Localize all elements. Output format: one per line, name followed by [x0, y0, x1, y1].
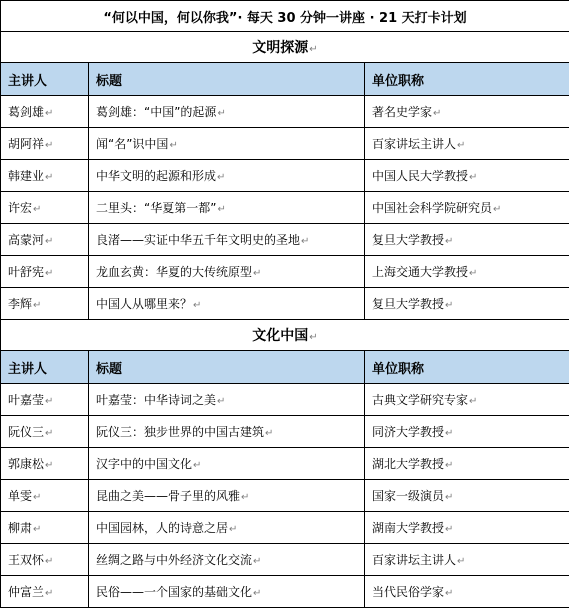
- paragraph-mark-icon: ↵: [445, 300, 453, 311]
- paragraph-mark-icon: ↵: [45, 428, 53, 439]
- speaker-cell-text: 叶嘉莹: [8, 393, 44, 407]
- speaker-cell-text: 高蒙河: [8, 233, 44, 247]
- paragraph-mark-icon: ↵: [217, 204, 225, 215]
- affiliation-cell: [365, 512, 569, 544]
- paragraph-mark-icon: ↵: [45, 108, 53, 119]
- paragraph-mark-icon: ↵: [45, 588, 53, 599]
- affiliation-cell-text: 当代民俗学家: [372, 585, 444, 599]
- table-row: [1, 160, 569, 192]
- header-affiliation: 单位职称: [365, 351, 569, 384]
- affiliation-cell-text: 复旦大学教授: [372, 297, 444, 311]
- affiliation-cell-text: 同济大学教授: [372, 425, 444, 439]
- affiliation-cell: [365, 96, 569, 128]
- paragraph-mark-icon: ↵: [33, 204, 41, 215]
- title-cell-text: 葛剑雄：“中国”的起源: [96, 105, 216, 119]
- table-row: [1, 576, 569, 608]
- title-subtitle: · 每天 30 分钟一讲座 · 21 天打卡计划: [237, 11, 466, 26]
- paragraph-mark-icon: ↵: [469, 396, 477, 407]
- speaker-cell: [1, 384, 89, 416]
- speaker-cell: [1, 256, 89, 288]
- affiliation-cell-text: 百家讲坛主讲人: [372, 137, 456, 151]
- affiliation-cell: [365, 384, 569, 416]
- title-cell: [89, 576, 365, 608]
- title-cell: [89, 224, 365, 256]
- paragraph-mark-icon: ↵: [45, 396, 53, 407]
- title-cell-text: 二里头：“华夏第一都”: [96, 201, 216, 215]
- paragraph-mark-icon: ↵: [309, 332, 317, 343]
- title-cell: [89, 416, 365, 448]
- title-cell: [89, 288, 365, 320]
- title-quote: “何以中国，何以你我”: [103, 11, 237, 26]
- title-cell-text: 汉字中的中国文化: [96, 457, 192, 471]
- document-title: [1, 1, 569, 32]
- affiliation-cell-text: 复旦大学教授: [372, 233, 444, 247]
- paragraph-mark-icon: ↵: [45, 460, 53, 471]
- paragraph-mark-icon: ↵: [217, 396, 225, 407]
- paragraph-mark-icon: ↵: [433, 108, 441, 119]
- title-cell-text: 闻“名”识中国: [96, 137, 168, 151]
- paragraph-mark-icon: ↵: [229, 524, 237, 535]
- section-heading-text: 文化中国: [252, 328, 308, 344]
- title-cell-text: 民俗——一个国家的基础文化: [96, 585, 252, 599]
- paragraph-mark-icon: ↵: [469, 268, 477, 279]
- paragraph-mark-icon: ↵: [253, 556, 261, 567]
- title-cell: [89, 256, 365, 288]
- speaker-cell-text: 胡阿祥: [8, 137, 44, 151]
- speaker-cell-text: 李辉: [8, 297, 32, 311]
- title-cell: [89, 96, 365, 128]
- paragraph-mark-icon: ↵: [217, 172, 225, 183]
- affiliation-cell-text: 中国社会科学院研究员: [372, 201, 492, 215]
- paragraph-mark-icon: ↵: [445, 524, 453, 535]
- title-cell: [89, 384, 365, 416]
- paragraph-mark-icon: ↵: [469, 172, 477, 183]
- speaker-cell: [1, 480, 89, 512]
- affiliation-cell: [365, 480, 569, 512]
- header-speaker: 主讲人: [1, 351, 89, 384]
- paragraph-mark-icon: ↵: [457, 556, 465, 567]
- title-cell-text: 丝绸之路与中外经济文化交流: [96, 553, 252, 567]
- table-row: [1, 448, 569, 480]
- table-row: [1, 192, 569, 224]
- speaker-cell: [1, 416, 89, 448]
- table-row: [1, 256, 569, 288]
- table-row: [1, 480, 569, 512]
- paragraph-mark-icon: ↵: [217, 108, 225, 119]
- affiliation-cell: [365, 544, 569, 576]
- speaker-cell: [1, 192, 89, 224]
- table-row: [1, 288, 569, 320]
- paragraph-mark-icon: ↵: [301, 236, 309, 247]
- paragraph-mark-icon: ↵: [33, 300, 41, 311]
- speaker-cell: [1, 96, 89, 128]
- speaker-cell: [1, 128, 89, 160]
- title-cell-text: 叶嘉莹：中华诗词之美: [96, 393, 216, 407]
- paragraph-mark-icon: ↵: [33, 524, 41, 535]
- speaker-cell: [1, 448, 89, 480]
- paragraph-mark-icon: ↵: [241, 492, 249, 503]
- paragraph-mark-icon: ↵: [445, 428, 453, 439]
- title-cell-text: 中国人从哪里来？: [96, 297, 192, 311]
- header-title: 标题: [89, 351, 365, 384]
- title-cell: [89, 544, 365, 576]
- speaker-cell-text: 王双怀: [8, 553, 44, 567]
- paragraph-mark-icon: ↵: [445, 460, 453, 471]
- affiliation-cell: [365, 288, 569, 320]
- speaker-cell: [1, 544, 89, 576]
- speaker-cell: [1, 160, 89, 192]
- paragraph-mark-icon: ↵: [45, 236, 53, 247]
- speaker-cell-text: 韩建业: [8, 169, 44, 183]
- speaker-cell-text: 单雯: [8, 489, 32, 503]
- paragraph-mark-icon: ↵: [253, 588, 261, 599]
- affiliation-cell-text: 中国人民大学教授: [372, 169, 468, 183]
- column-header-row: [1, 63, 569, 96]
- paragraph-mark-icon: ↵: [45, 140, 53, 151]
- title-cell: [89, 480, 365, 512]
- speaker-cell: [1, 288, 89, 320]
- paragraph-mark-icon: ↵: [445, 588, 453, 599]
- section-heading: [1, 32, 569, 63]
- paragraph-mark-icon: ↵: [193, 460, 201, 471]
- section-heading-text: 文明探源: [252, 40, 308, 56]
- table-row: [1, 128, 569, 160]
- paragraph-mark-icon: ↵: [33, 492, 41, 503]
- speaker-cell-text: 许宏: [8, 201, 32, 215]
- column-header-row: [1, 351, 569, 384]
- speaker-cell: [1, 512, 89, 544]
- affiliation-cell: [365, 192, 569, 224]
- title-cell-text: 阮仪三：独步世界的中国古建筑: [96, 425, 264, 439]
- affiliation-cell: [365, 448, 569, 480]
- paragraph-mark-icon: ↵: [193, 300, 201, 311]
- paragraph-mark-icon: ↵: [445, 236, 453, 247]
- affiliation-cell-text: 古典文学研究专家: [372, 393, 468, 407]
- affiliation-cell-text: 国家一级演员: [372, 489, 444, 503]
- title-cell: [89, 160, 365, 192]
- paragraph-mark-icon: ↵: [457, 140, 465, 151]
- title-cell-text: 良渚——实证中华五千年文明史的圣地: [96, 233, 300, 247]
- affiliation-cell-text: 上海交通大学教授: [372, 265, 468, 279]
- section-heading: [1, 320, 569, 351]
- table-body: [1, 1, 569, 608]
- title-cell-text: 中华文明的起源和形成: [96, 169, 216, 183]
- header-title: 标题: [89, 63, 365, 96]
- affiliation-cell: [365, 160, 569, 192]
- affiliation-cell-text: 湖南大学教授: [372, 521, 444, 535]
- header-affiliation: 单位职称: [365, 63, 569, 96]
- affiliation-cell: [365, 128, 569, 160]
- paragraph-mark-icon: ↵: [45, 556, 53, 567]
- section-heading-row: [1, 32, 569, 63]
- affiliation-cell-text: 湖北大学教授: [372, 457, 444, 471]
- speaker-cell: [1, 576, 89, 608]
- title-cell: [89, 512, 365, 544]
- title-cell: [89, 192, 365, 224]
- table-row: [1, 416, 569, 448]
- affiliation-cell-text: 著名史学家: [372, 105, 432, 119]
- speaker-cell-text: 郭康松: [8, 457, 44, 471]
- title-cell-text: 龙血玄黄：华夏的大传统原型: [96, 265, 252, 279]
- speaker-cell: [1, 224, 89, 256]
- paragraph-mark-icon: ↵: [45, 268, 53, 279]
- affiliation-cell: [365, 224, 569, 256]
- table-row: [1, 224, 569, 256]
- speaker-cell-text: 柳肃: [8, 521, 32, 535]
- paragraph-mark-icon: ↵: [493, 204, 501, 215]
- speaker-cell-text: 叶舒宪: [8, 265, 44, 279]
- paragraph-mark-icon: ↵: [45, 172, 53, 183]
- document-title-row: [1, 1, 569, 32]
- table-row: [1, 512, 569, 544]
- paragraph-mark-icon: ↵: [309, 44, 317, 55]
- table-row: [1, 384, 569, 416]
- speaker-cell-text: 阮仪三: [8, 425, 44, 439]
- header-speaker: 主讲人: [1, 63, 89, 96]
- table-row: [1, 96, 569, 128]
- speaker-cell-text: 仲富兰: [8, 585, 44, 599]
- title-cell-text: 中国园林，人的诗意之居: [96, 521, 228, 535]
- paragraph-mark-icon: ↵: [253, 268, 261, 279]
- affiliation-cell: [365, 416, 569, 448]
- paragraph-mark-icon: ↵: [265, 428, 273, 439]
- paragraph-mark-icon: ↵: [445, 492, 453, 503]
- title-cell: [89, 448, 365, 480]
- affiliation-cell: [365, 576, 569, 608]
- paragraph-mark-icon: ↵: [169, 140, 177, 151]
- title-cell: [89, 128, 365, 160]
- affiliation-cell-text: 百家讲坛主讲人: [372, 553, 456, 567]
- title-cell-text: 昆曲之美——骨子里的风雅: [96, 489, 240, 503]
- section-heading-row: [1, 320, 569, 351]
- table-row: [1, 544, 569, 576]
- affiliation-cell: [365, 256, 569, 288]
- speaker-cell-text: 葛剑雄: [8, 105, 44, 119]
